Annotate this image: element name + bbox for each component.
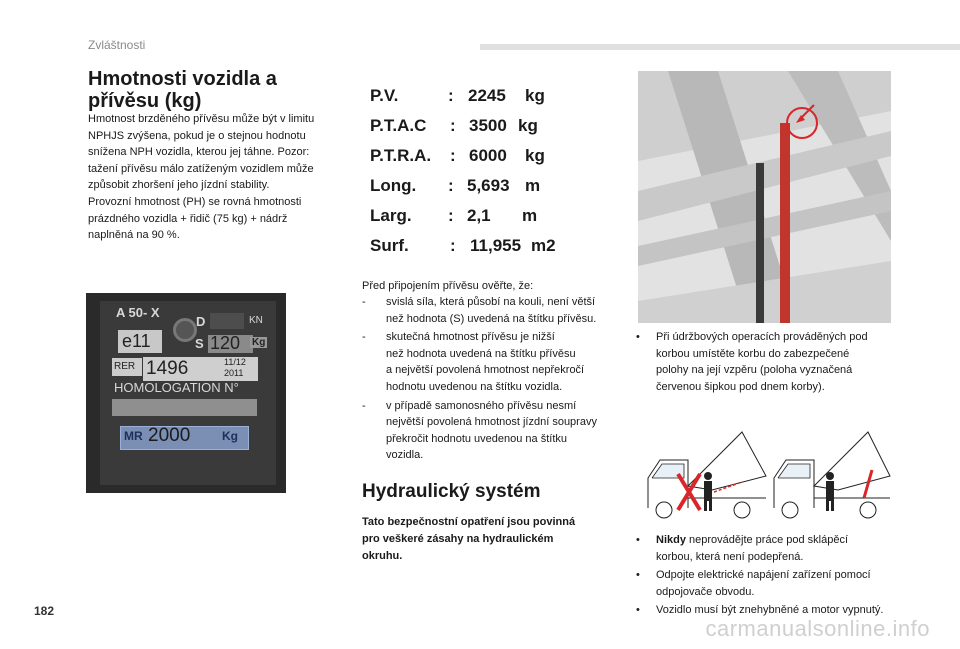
spec-value: 6000	[469, 146, 507, 165]
check-line: hodnotu uvedenou na štítku vozidla.	[386, 380, 563, 393]
spec-colon: :	[450, 236, 456, 255]
plate-date-line: 11/12	[224, 357, 246, 367]
plate-s-label: S	[195, 336, 204, 351]
spec-colon: :	[450, 146, 456, 165]
check-list	[362, 294, 627, 466]
spec-colon: :	[448, 86, 454, 105]
warning-item	[636, 567, 916, 600]
spec-value: 3500	[469, 116, 507, 135]
spec-label: P.T.A.C	[370, 116, 427, 135]
check-line: největší povolená hmotnost jízdní soupravy	[386, 416, 597, 429]
watermark: carmanualsonline.info	[705, 616, 930, 641]
paragraph-line: Hmotnost brzděného přívěsu může být v limitu	[88, 113, 315, 125]
spec-unit: kg	[525, 86, 545, 105]
section-header: Zvláštnosti	[88, 38, 146, 52]
check-line: v případě samonosného přívěsu nesmí	[386, 399, 577, 412]
paragraph-line: snížena NPH vozidla, kterou jej táhne. Pozor:	[88, 146, 310, 159]
spec-label: P.V.	[370, 86, 399, 105]
paragraph-line: NPHJS zvýšena, pokud je o stejnou hodnotu	[88, 129, 306, 142]
dash-marker: -	[362, 331, 366, 344]
spec-colon: :	[448, 176, 454, 195]
maintenance-line: červenou šipkou pod dnem korby).	[656, 380, 825, 393]
paragraph-line: tažení přívěsu málo zatíženým vozidlem může	[88, 162, 314, 175]
warning-line	[656, 532, 916, 549]
spec-colon: :	[448, 206, 454, 225]
spec-value: 5,693	[467, 176, 510, 195]
check-line: překročit hodnotu uvedenou na štítku	[386, 432, 568, 445]
warning-emphasis: Nikdy	[656, 534, 686, 546]
maintenance-line: korbou umístěte korbu do zabezpečené	[656, 347, 850, 360]
tipper-truck-illustration	[642, 430, 892, 522]
unsafe-truck-icon	[648, 432, 766, 518]
subtitle-line: okruhu.	[362, 550, 403, 562]
spec-value: 2245	[468, 86, 506, 105]
plate-s-value: 120	[210, 333, 241, 353]
check-line: vozidla.	[386, 449, 424, 462]
hydraulic-title: Hydraulický systém	[362, 481, 541, 502]
spec-unit: m	[525, 176, 541, 195]
plate-rivet-icon	[173, 318, 197, 342]
check-line: skutečná hmotnost přívěsu je nižší	[386, 331, 555, 344]
weights-paragraph	[88, 111, 343, 244]
maintenance-line: polohy na její vzpěru (poloha vyznačená	[656, 364, 853, 377]
paragraph-line: naplněná na 90 %.	[88, 229, 180, 242]
warning-line: Vozidlo musí být znehybněné a motor vypnutý.	[656, 604, 884, 617]
check-item	[362, 294, 627, 327]
check-intro: Před připojením přívěsu ověřte, že:	[362, 280, 534, 292]
prop-photo-svg	[638, 71, 891, 323]
dump-body-prop-photo	[638, 71, 891, 323]
spec-row	[370, 176, 600, 204]
spec-label: Larg.	[370, 206, 412, 225]
spec-unit: m2	[531, 236, 556, 255]
dash-marker: -	[362, 296, 366, 308]
check-item	[362, 398, 627, 464]
spec-unit: kg	[518, 116, 538, 135]
plate-e-mark: e11	[122, 331, 151, 351]
warning-line: korbou, která není podepřená.	[656, 550, 804, 563]
section-title-weights	[88, 68, 338, 112]
plate-mr-label: MR	[124, 429, 143, 443]
spec-row	[370, 146, 600, 174]
warning-item	[636, 532, 916, 565]
plate-mr-kg: Kg	[222, 429, 238, 443]
subtitle-line: Tato bezpečnostní opatření jsou povinná	[362, 516, 576, 528]
dash-marker: -	[362, 399, 366, 412]
check-line: než hodnota uvedená na štítku přívěsu	[386, 347, 576, 360]
warning-text: neprovádějte práce pod sklápěcí	[685, 534, 849, 546]
title-line: přívěsu (kg)	[88, 90, 202, 112]
page-number: 182	[34, 604, 55, 618]
spec-value: 11,955	[470, 236, 522, 255]
plate-homologation: HOMOLOGATION N°	[114, 380, 239, 395]
warning-list	[636, 532, 916, 621]
plate-d-field	[210, 313, 244, 329]
maintenance-item	[636, 329, 901, 395]
plate-kg-label: Kg	[252, 337, 266, 348]
plate-rer-value: 1496	[146, 358, 189, 379]
bullet-marker: •	[636, 331, 640, 343]
paragraph-line: Provozní hmotnost (PH) se rovná hmotnosti	[88, 195, 302, 208]
title-line: Hmotnosti vozidla a	[88, 68, 277, 90]
safe-truck-icon	[774, 432, 890, 518]
plate-rer-label: RER	[114, 361, 136, 372]
bullet-marker: •	[636, 534, 640, 546]
plate-d-label: D	[196, 314, 206, 329]
spec-row	[370, 236, 600, 264]
plate-model: A 50- X	[116, 305, 160, 320]
paragraph-line: prázdného vozidla + řidič (75 kg) + nádrž	[88, 212, 288, 225]
spec-unit: m	[522, 206, 538, 225]
paragraph-line: způsobit zhoršení jeho jízdní stability.	[88, 179, 270, 192]
spec-label: P.T.R.A.	[370, 146, 432, 165]
check-line: než hodnota (S) uvedená na štítku přívěsu.	[386, 312, 597, 325]
check-item	[362, 329, 627, 395]
spec-unit: kg	[525, 146, 545, 165]
plate-mr-value: 2000	[148, 425, 191, 446]
spec-colon: :	[450, 116, 456, 135]
spec-row	[370, 116, 600, 144]
header-bar	[480, 44, 960, 50]
spec-row	[370, 86, 600, 114]
plate-date-line: 2011	[224, 368, 244, 378]
spec-row	[370, 206, 600, 234]
warning-line: odpojovače obvodu.	[656, 585, 755, 598]
maintenance-line: Při údržbových operacích prováděných pod	[656, 331, 868, 343]
bullet-marker: •	[636, 569, 640, 582]
spec-label: Surf.	[370, 236, 409, 255]
plate-homologation-field	[112, 399, 257, 416]
hydraulic-subtitle	[362, 514, 602, 565]
check-line: svislá síla, která působí na kouli, není větší	[386, 296, 596, 308]
subtitle-line: pro veškeré zásahy na hydraulickém	[362, 533, 554, 545]
check-line: a největší povolená hmotnost nepřekročí	[386, 364, 585, 377]
warning-line: Odpojte elektrické napájení zařízení pomocí	[656, 569, 871, 582]
spec-value: 2,1	[467, 206, 491, 225]
identification-plate-photo	[86, 293, 286, 493]
spec-label: Long.	[370, 176, 417, 195]
plate-kn-label: KN	[249, 315, 263, 326]
maintenance-list	[636, 329, 901, 397]
bullet-marker: •	[636, 604, 640, 617]
